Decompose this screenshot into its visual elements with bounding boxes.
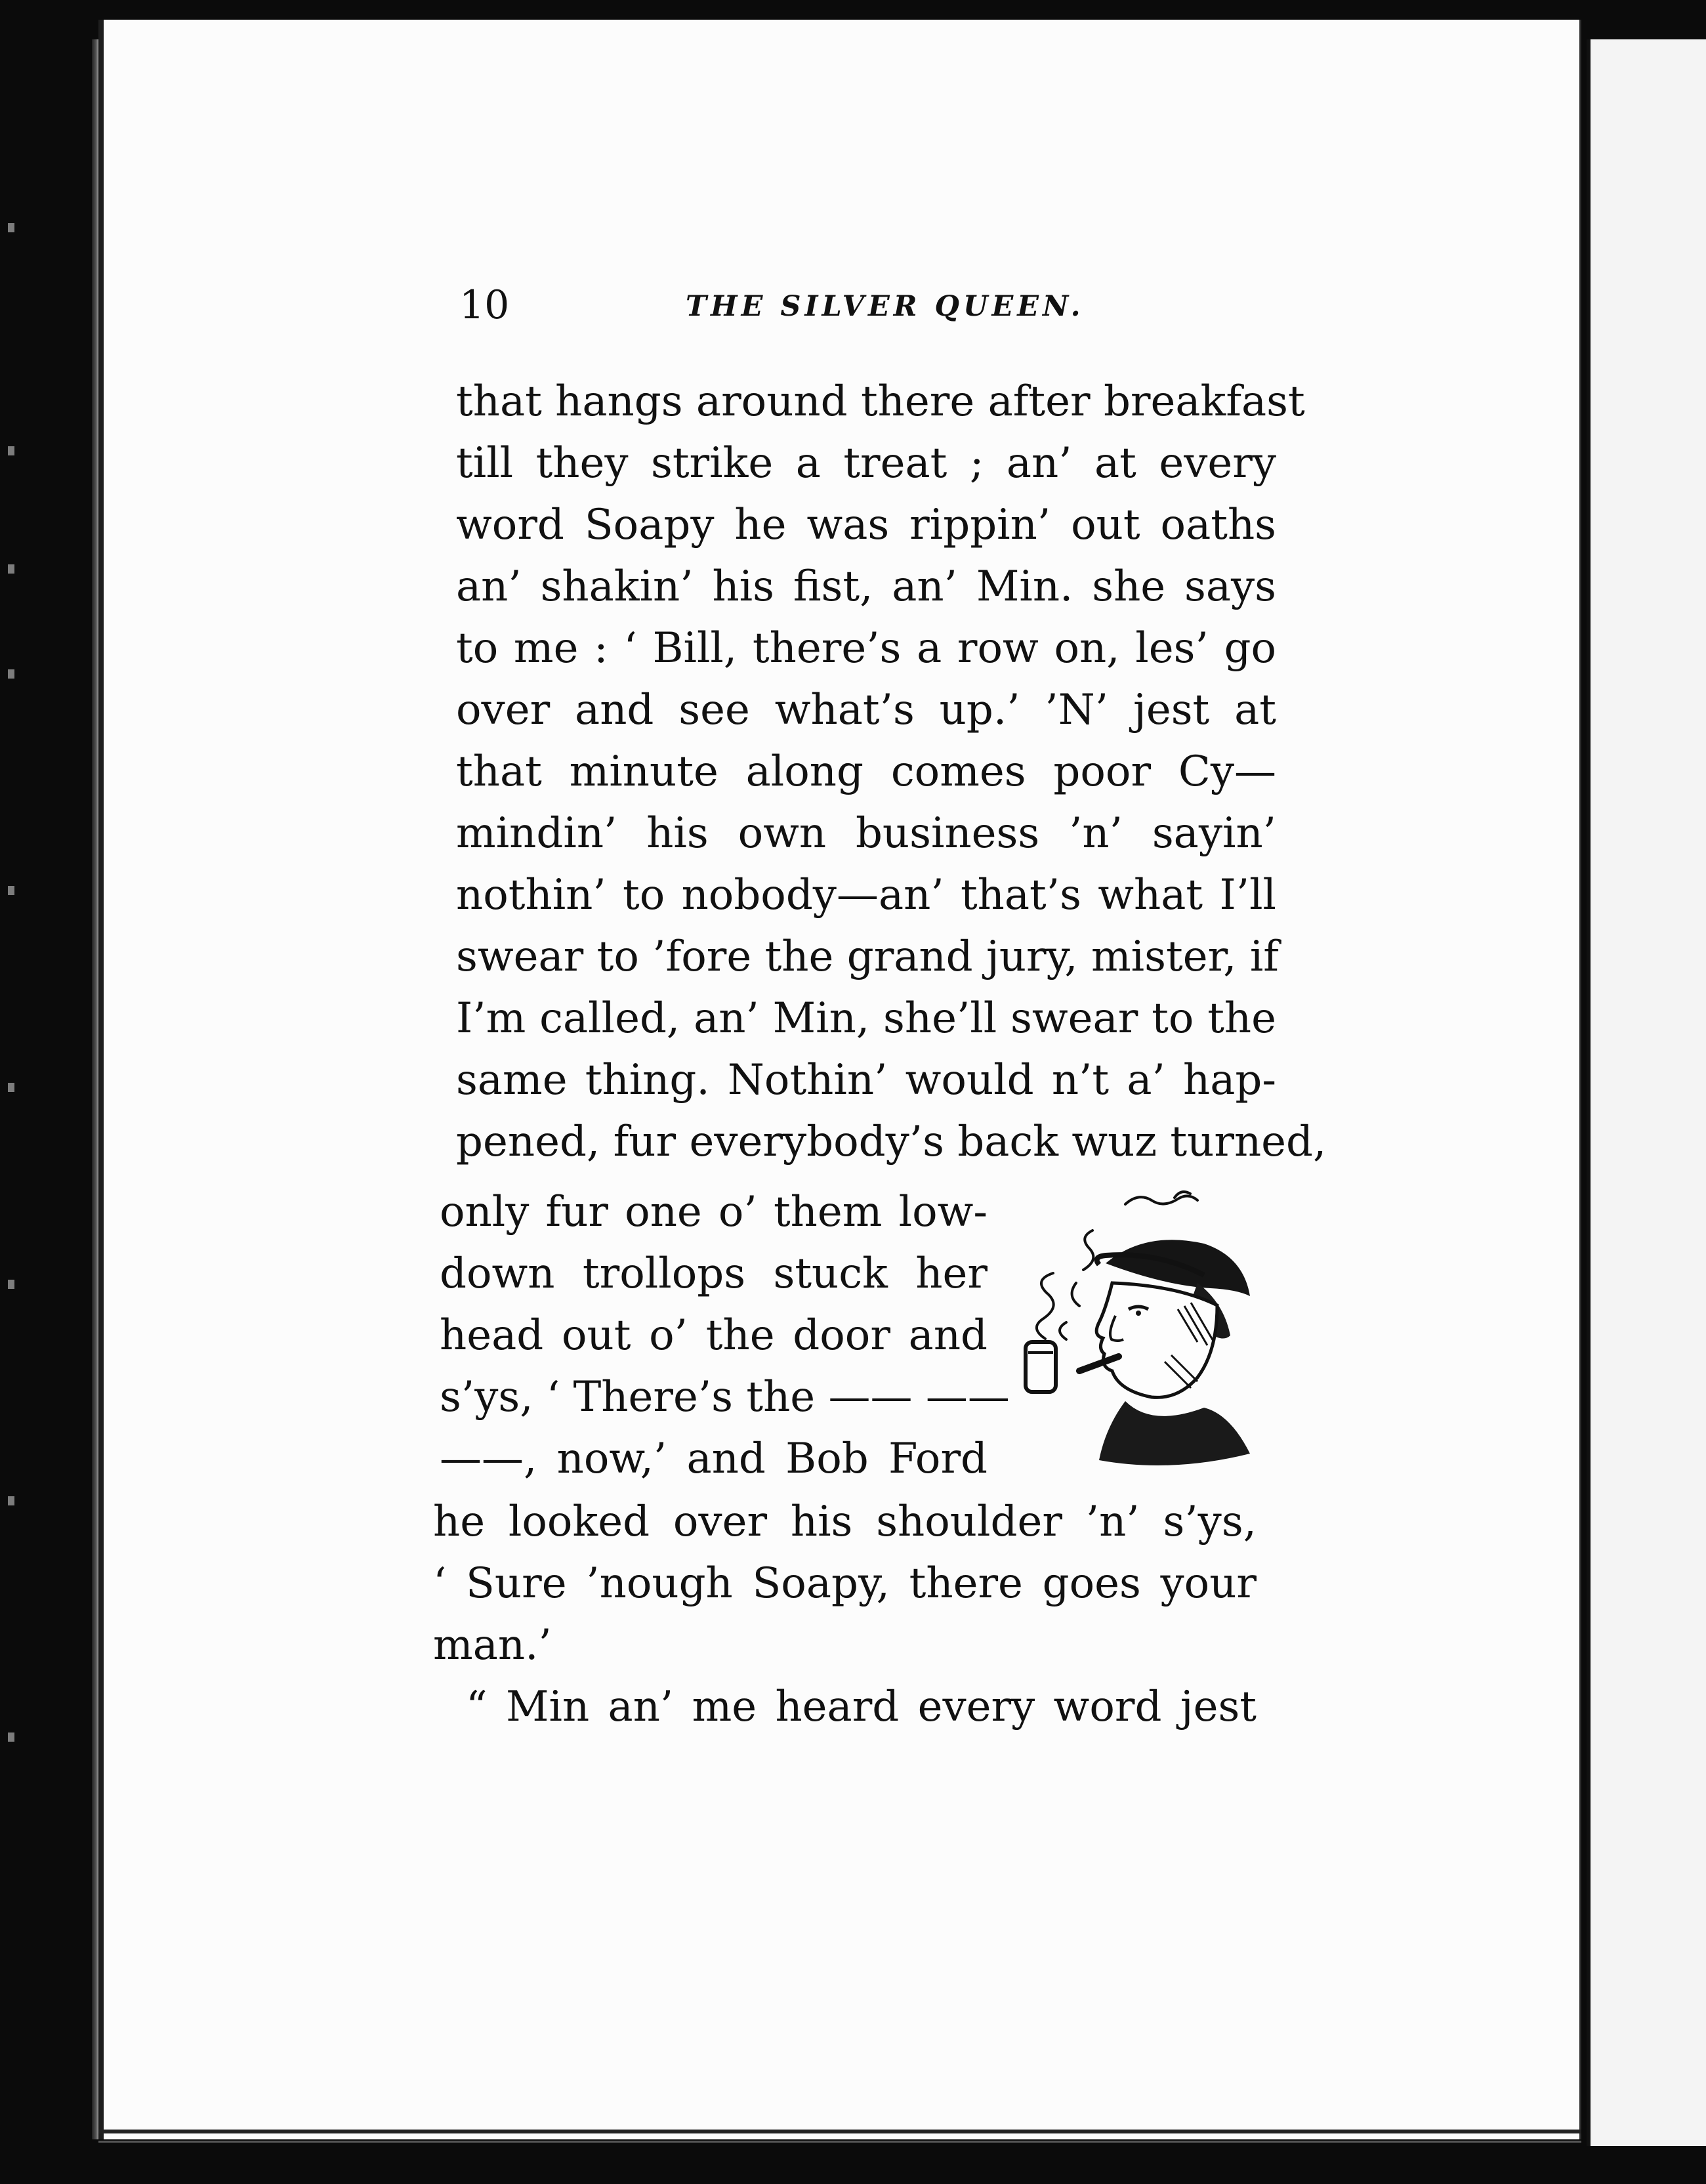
running-header [459,282,1273,328]
text-line: till they strike a treat ; an’ at every [456,439,1276,488]
bottom-rule-secondary [98,2141,1581,2143]
text-line: that minute along comes poor Cy— [456,747,1276,796]
page-number: 10 [459,282,510,328]
text-line: he looked over his shoulder ’n’ s’ys, [433,1498,1257,1546]
text-line: head out o’ the door and [440,1311,988,1360]
body-text [456,371,1327,1173]
text-line: same thing. Nothin’ would n’t a’ hap- [456,1056,1276,1104]
bottom-rule [98,2130,1581,2133]
adjacent-page-edge [1587,39,1706,2146]
wrapped-text [440,1181,1010,1490]
pipe-smoker-drawing [1014,1185,1263,1480]
text-line: an’ shakin’ his fist, an’ Min. she says [456,562,1276,611]
text-line: over and see what’s up.’ ’N’ jest at [456,686,1276,734]
text-line: to me : ‘ Bill, there’s a row on, les’ go [456,624,1276,673]
text-line: pened, fur everybody’s back wuz turned, [456,1118,1327,1166]
text-line: down trollops stuck her [440,1250,988,1298]
text-line: I’m called, an’ Min, she’ll swear to the [456,994,1276,1043]
text-line: mindin’ his own business ’n’ sayin’ [456,809,1276,858]
body-text-continued [433,1491,1257,1738]
text-line: word Soapy he was rippin’ out oaths [456,501,1276,549]
text-line: that hangs around there after breakfast [456,377,1305,426]
text-line: only fur one o’ them low- [440,1188,988,1236]
binding-edge [0,197,26,1969]
text-line: ‘ Sure ’nough Soapy, there goes your [433,1559,1257,1608]
text-line: ——, now,’ and Bob Ford [440,1435,988,1483]
pipe-smoker-illustration [1014,1185,1263,1480]
text-line: swear to ’fore the grand jury, mister, if [456,933,1279,981]
paragraph-first-line: “ Min an’ me heard every word jest [466,1683,1257,1731]
text-line: s’ys, ‘ There’s the —— —— [440,1373,1010,1421]
text-line: nothin’ to nobody—an’ that’s what I’ll [456,871,1276,919]
text-line: man.’ [433,1621,552,1670]
running-title: THE SILVER QUEEN. [686,290,1085,323]
